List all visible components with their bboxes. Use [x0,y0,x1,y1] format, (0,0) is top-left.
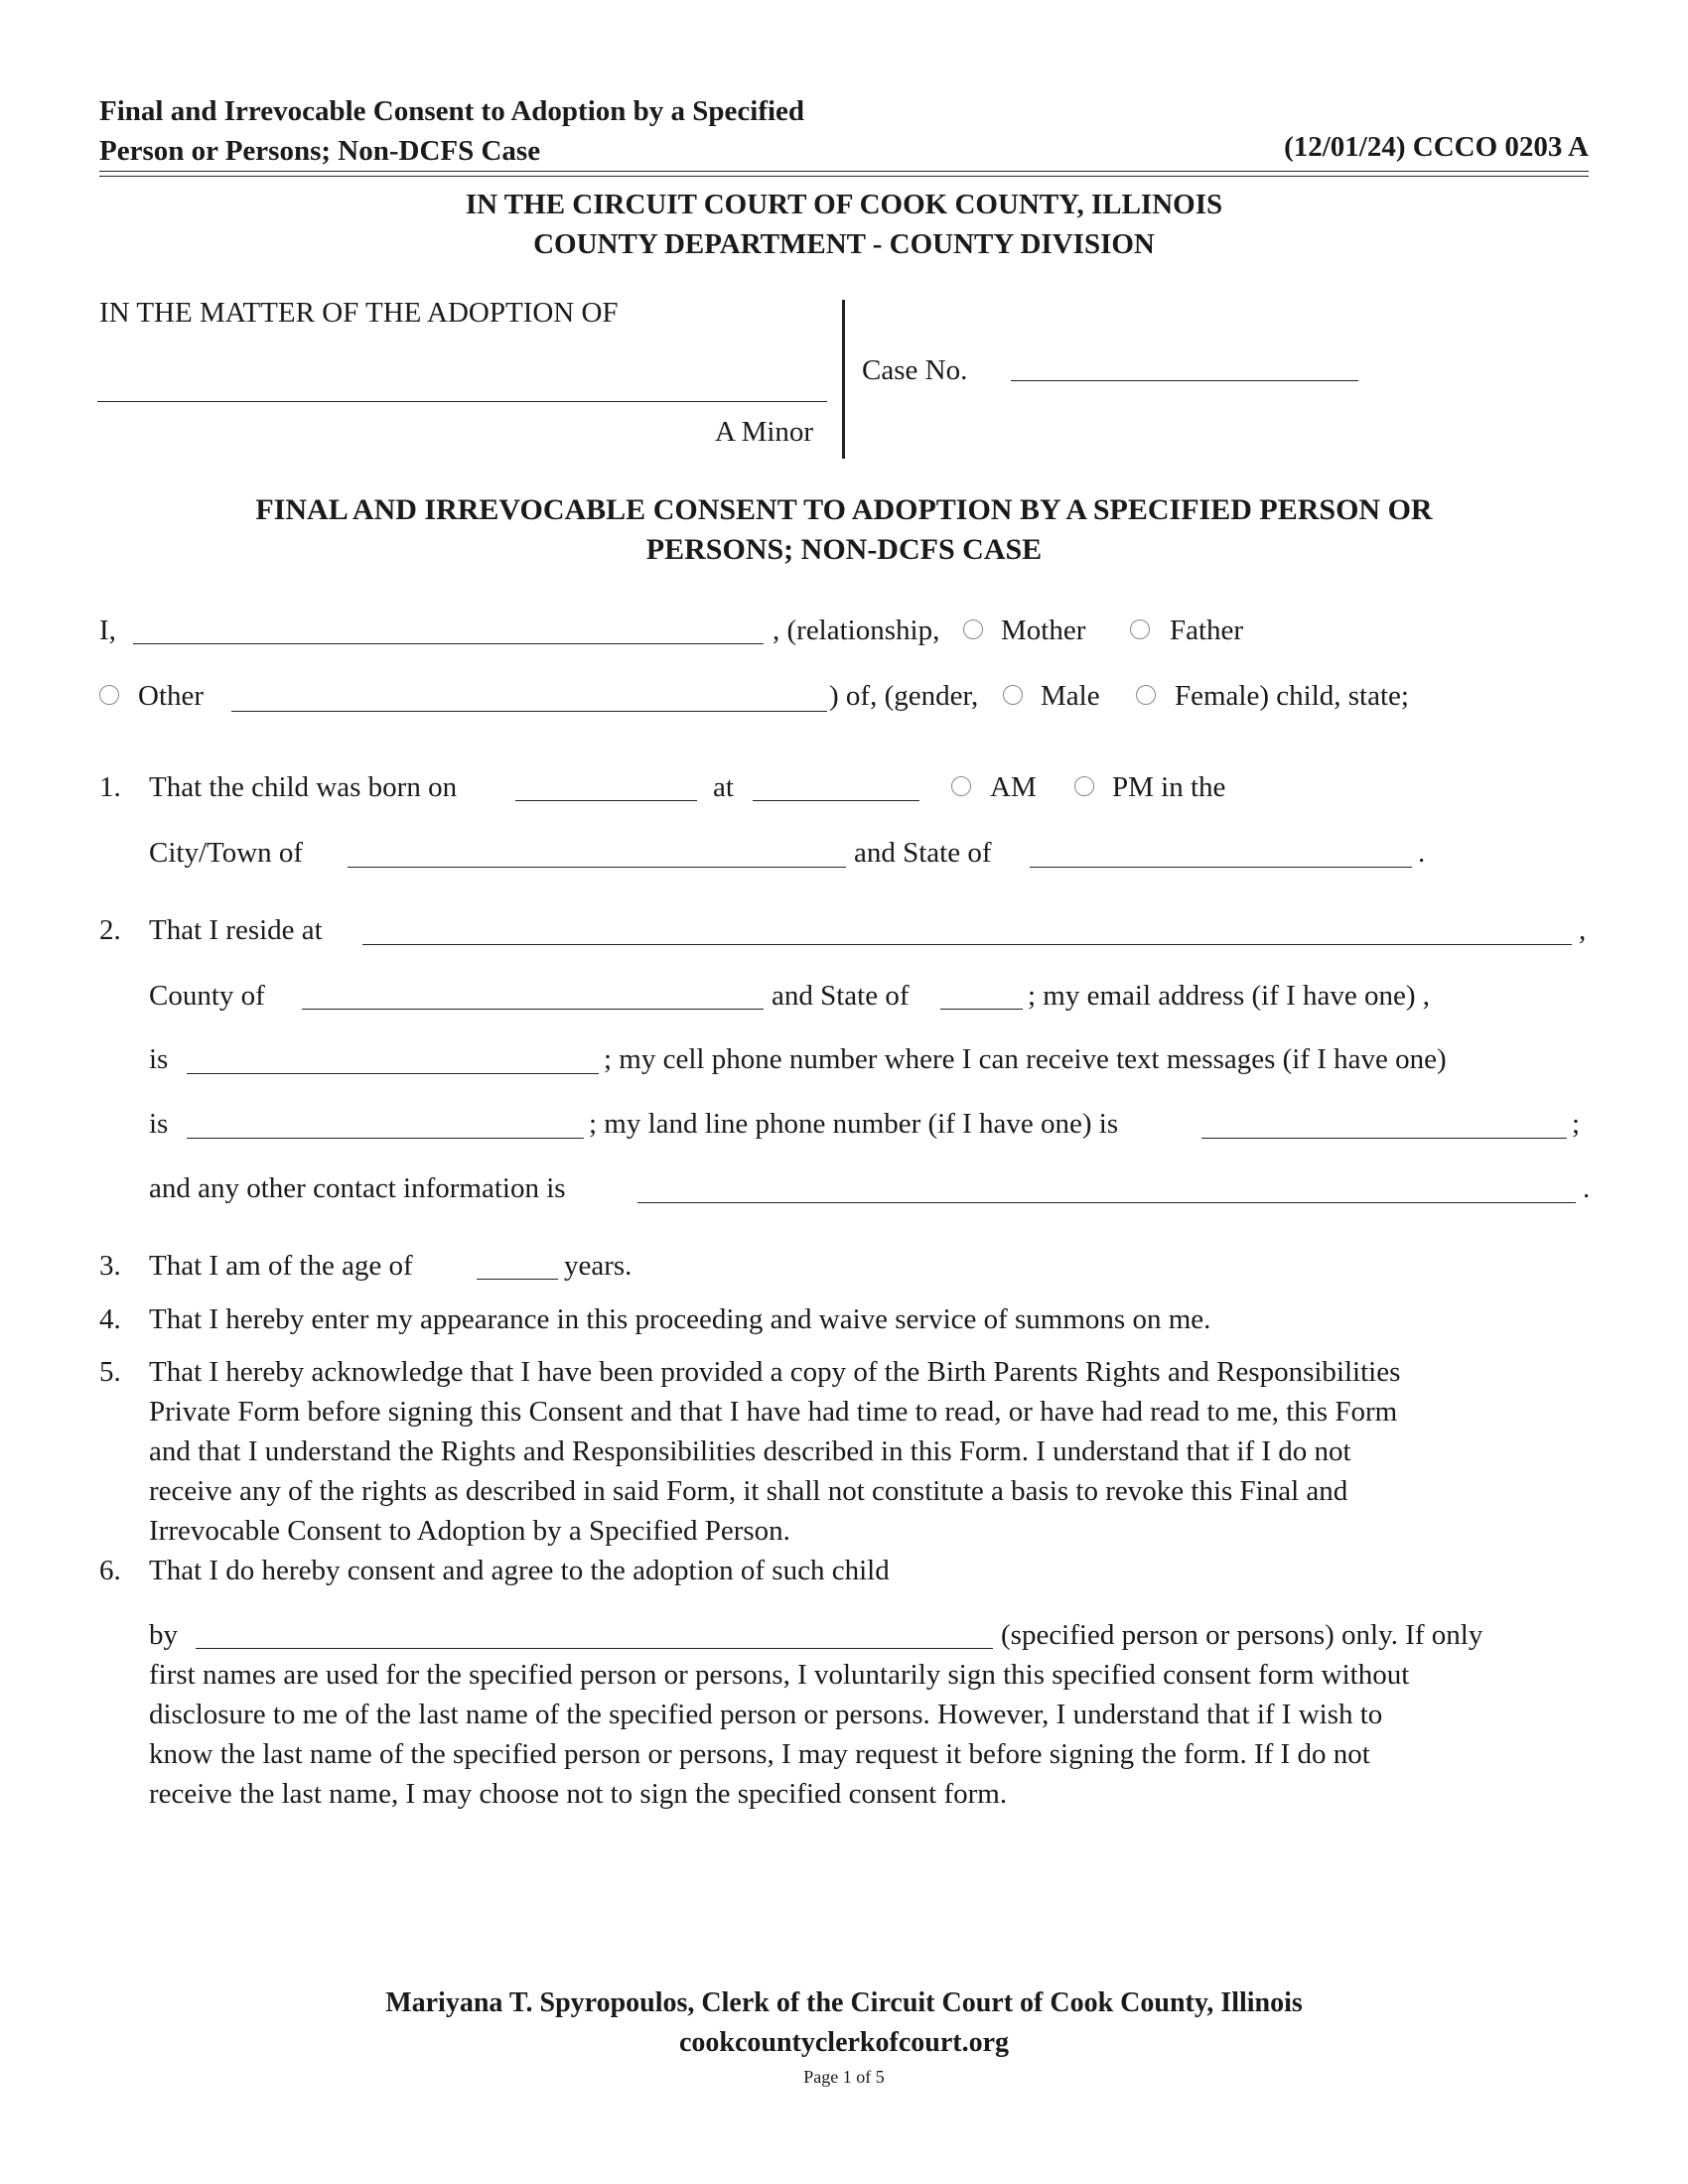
birth-city-field[interactable] [348,867,846,868]
case-no-field[interactable] [1011,380,1358,381]
male-label: Male [1041,680,1100,712]
birth-city-label: City/Town of [149,837,304,869]
birth-time-label: at [713,771,734,803]
residence-state-field[interactable] [940,1009,1023,1010]
form-code: (12/01/24) CCCO 0203 A [1284,131,1589,163]
cell-is-label: is [149,1108,169,1140]
header-rule [99,171,1589,172]
specified-consent-line: know the last name of the specified person or persons, I may request it before signing the form. If I do not [149,1738,1370,1770]
residence-state-label: and State of [772,980,910,1012]
item-4-number: 4. [99,1303,121,1335]
birth-period: . [1418,837,1426,869]
birth-state-field[interactable] [1030,867,1412,868]
age-label: That I am of the age of [149,1250,413,1282]
land-line-field[interactable] [1201,1138,1567,1139]
residence-comma: , [1579,914,1587,946]
female-radio[interactable] [1136,685,1156,705]
county-label: County of [149,980,265,1012]
pm-label: PM in the [1112,771,1226,803]
am-radio[interactable] [951,776,971,796]
item-6-number: 6. [99,1555,121,1586]
cell-phone-label: ; my cell phone number where I can receive text messages (if I have one) [604,1043,1447,1075]
relationship-label: , (relationship, [773,614,940,646]
caption-divider [842,300,845,459]
item-1-number: 1. [99,771,121,803]
cell-phone-field[interactable] [187,1138,584,1139]
item-2-number: 2. [99,914,121,946]
specified-persons-field[interactable] [196,1648,993,1649]
other-contact-label: and any other contact information is [149,1172,566,1204]
acknowledgement-paragraph [149,1352,1400,1551]
email-is-label: is [149,1043,169,1075]
mother-label: Mother [1001,614,1086,646]
other-contact-period: . [1583,1172,1591,1204]
item-5-number: 5. [99,1356,121,1388]
specified-persons-note: (specified person or persons) only. If only [1001,1619,1483,1651]
document-title-line2: PERSONS; NON-DCFS CASE [645,533,1043,566]
appearance-statement: That I hereby enter my appearance in this proceeding and waive service of summons on me. [149,1303,1211,1335]
land-line-semicolon: ; [1572,1108,1581,1140]
acknowledgement-line: Private Form before signing this Consent and that I have had time to read, or have had read to me, this Form [149,1396,1398,1428]
clerk-website[interactable]: cookcountyclerkofcourt.org [678,2027,1010,2058]
case-no-label: Case No. [862,354,968,386]
acknowledgement-line: and that I understand the Rights and Responsibilities described in this Form. I understand that if I do not [149,1435,1351,1467]
consenter-name-field[interactable] [133,643,764,644]
clerk-name: Mariyana T. Spyropoulos, Clerk of the Circuit Court of Cook County, Illinois [385,1987,1303,2018]
specified-by-label: by [149,1619,178,1651]
mother-radio[interactable] [963,619,983,639]
gender-label: ) of, (gender, [829,680,979,712]
consent-statement: That I do hereby consent and agree to the adoption of such child [149,1555,890,1586]
document-title-line1: FINAL AND IRREVOCABLE CONSENT TO ADOPTION BY A SPECIFIED PERSON OR [255,493,1433,526]
birth-state-label: and State of [854,837,992,869]
land-line-label: ; my land line phone number (if I have one) is [589,1108,1119,1140]
form-short-title-line2: Person or Persons; Non-DCFS Case [99,135,541,167]
minor-name-field[interactable] [97,401,827,402]
father-radio[interactable] [1130,619,1150,639]
specified-consent-line: disclosure to me of the last name of the specified person or persons. However, I understand that if I wish to [149,1699,1383,1730]
residence-label: That I reside at [149,914,323,946]
birth-time-field[interactable] [753,800,919,801]
item-3-number: 3. [99,1250,121,1282]
email-label: ; my email address (if I have one) , [1028,980,1431,1012]
specified-consent-paragraph [149,1655,1409,1814]
acknowledgement-line: receive any of the rights as described in said Form, it shall not constitute a basis to revoke this Final and [149,1475,1348,1507]
birth-date-field[interactable] [515,800,697,801]
other-relationship-field[interactable] [231,711,827,712]
email-field[interactable] [187,1073,599,1074]
page-number: Page 1 of 5 [803,2067,885,2087]
female-label: Female) child, state; [1175,680,1409,712]
male-radio[interactable] [1003,685,1023,705]
court-department: COUNTY DEPARTMENT - COUNTY DIVISION [533,228,1155,260]
other-label: Other [138,680,205,712]
minor-label: A Minor [715,416,814,448]
acknowledgement-line: That I hereby acknowledge that I have been provided a copy of the Birth Parents Rights and Responsibilities [149,1356,1401,1388]
county-field[interactable] [302,1009,764,1010]
age-field[interactable] [477,1279,558,1280]
other-radio[interactable] [99,685,119,705]
form-short-title-line1: Final and Irrevocable Consent to Adoption by a Specified [99,95,805,127]
pm-radio[interactable] [1074,776,1094,796]
court-name: IN THE CIRCUIT COURT OF COOK COUNTY, ILLINOIS [465,189,1223,220]
father-label: Father [1170,614,1244,646]
header-rule-double [99,176,1589,177]
am-label: AM [990,771,1037,803]
acknowledgement-line: Irrevocable Consent to Adoption by a Specified Person. [149,1515,790,1547]
specified-consent-line: receive the last name, I may choose not to sign the specified consent form. [149,1778,1008,1810]
age-years-label: years. [564,1250,633,1282]
specified-consent-line: first names are used for the specified person or persons, I voluntarily sign this specified consent form without [149,1659,1410,1691]
i-label: I, [99,614,116,646]
birth-date-label: That the child was born on [149,771,458,803]
matter-label: IN THE MATTER OF THE ADOPTION OF [99,297,619,329]
residence-address-field[interactable] [362,944,1572,945]
form-short-title [99,91,804,171]
other-contact-field[interactable] [637,1202,1576,1203]
